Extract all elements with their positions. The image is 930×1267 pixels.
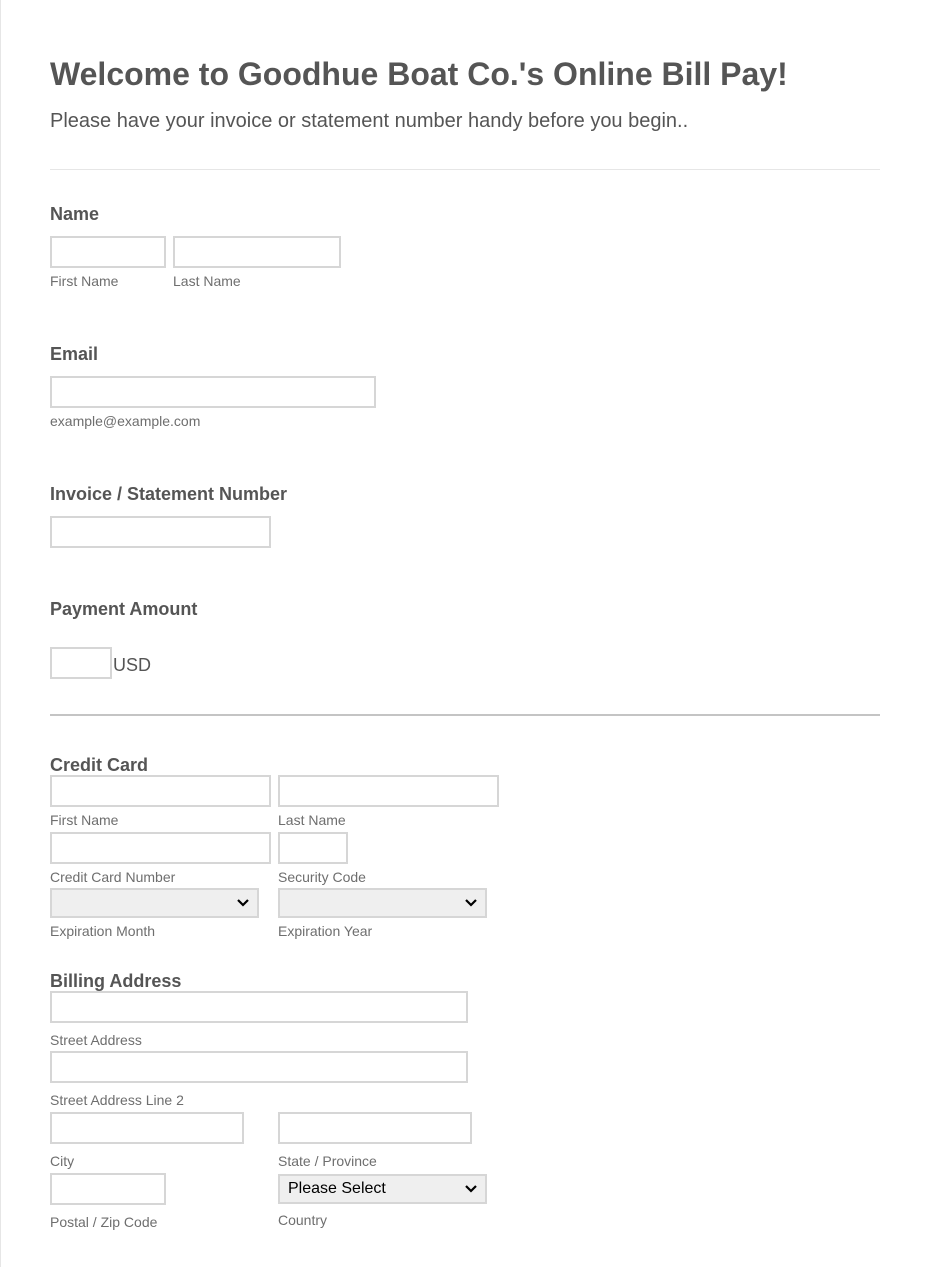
- billing-address-label: Billing Address: [50, 971, 182, 991]
- expiration-month-sublabel: Expiration Month: [50, 923, 156, 939]
- first-name-sublabel: First Name: [50, 273, 119, 289]
- chevron-down-icon: [237, 897, 249, 909]
- city-sublabel: City: [50, 1153, 75, 1169]
- page-subtitle: Please have your invoice or statement number handy before you begin..: [50, 110, 689, 132]
- last-name-input[interactable]: [173, 236, 341, 268]
- postal-code-sublabel: Postal / Zip Code: [50, 1214, 158, 1230]
- last-name-sublabel: Last Name: [173, 273, 241, 289]
- city-input[interactable]: [50, 1112, 244, 1144]
- country-select-value: Please Select: [288, 1180, 386, 1197]
- email-sublabel: example@example.com: [50, 413, 201, 429]
- section-divider: [50, 714, 880, 716]
- chevron-down-icon: [465, 897, 477, 909]
- payment-amount-input[interactable]: [50, 647, 112, 679]
- expiration-year-sublabel: Expiration Year: [278, 923, 373, 939]
- invoice-label: Invoice / Statement Number: [50, 484, 288, 504]
- email-label: Email: [50, 344, 99, 364]
- expiration-month-select[interactable]: [50, 888, 259, 918]
- currency-label: USD: [113, 655, 152, 675]
- street-address-input[interactable]: [50, 991, 468, 1023]
- street-address-sublabel: Street Address: [50, 1032, 142, 1048]
- security-code-sublabel: Security Code: [278, 869, 366, 885]
- cc-last-name-input[interactable]: [278, 775, 499, 807]
- page-left-border: [0, 0, 1, 1267]
- cc-first-name-sublabel: First Name: [50, 812, 119, 828]
- credit-card-number-input[interactable]: [50, 832, 271, 864]
- first-name-input[interactable]: [50, 236, 166, 268]
- header-divider: [50, 169, 880, 170]
- country-sublabel: Country: [278, 1212, 328, 1228]
- state-province-sublabel: State / Province: [278, 1153, 377, 1169]
- postal-code-input[interactable]: [50, 1173, 166, 1205]
- street-address-line2-sublabel: Street Address Line 2: [50, 1092, 184, 1108]
- country-select[interactable]: [278, 1174, 487, 1204]
- payment-amount-label: Payment Amount: [50, 599, 198, 619]
- email-input[interactable]: [50, 376, 376, 408]
- cc-first-name-input[interactable]: [50, 775, 271, 807]
- credit-card-label: Credit Card: [50, 755, 149, 775]
- security-code-input[interactable]: [278, 832, 348, 864]
- page-title: Welcome to Goodhue Boat Co.'s Online Bill Pay!: [50, 56, 788, 92]
- name-label: Name: [50, 204, 100, 224]
- invoice-number-input[interactable]: [50, 516, 271, 548]
- chevron-down-icon: [465, 1183, 477, 1195]
- expiration-year-select[interactable]: [278, 888, 487, 918]
- cc-number-sublabel: Credit Card Number: [50, 869, 176, 885]
- cc-last-name-sublabel: Last Name: [278, 812, 346, 828]
- street-address-line2-input[interactable]: [50, 1051, 468, 1083]
- state-province-input[interactable]: [278, 1112, 472, 1144]
